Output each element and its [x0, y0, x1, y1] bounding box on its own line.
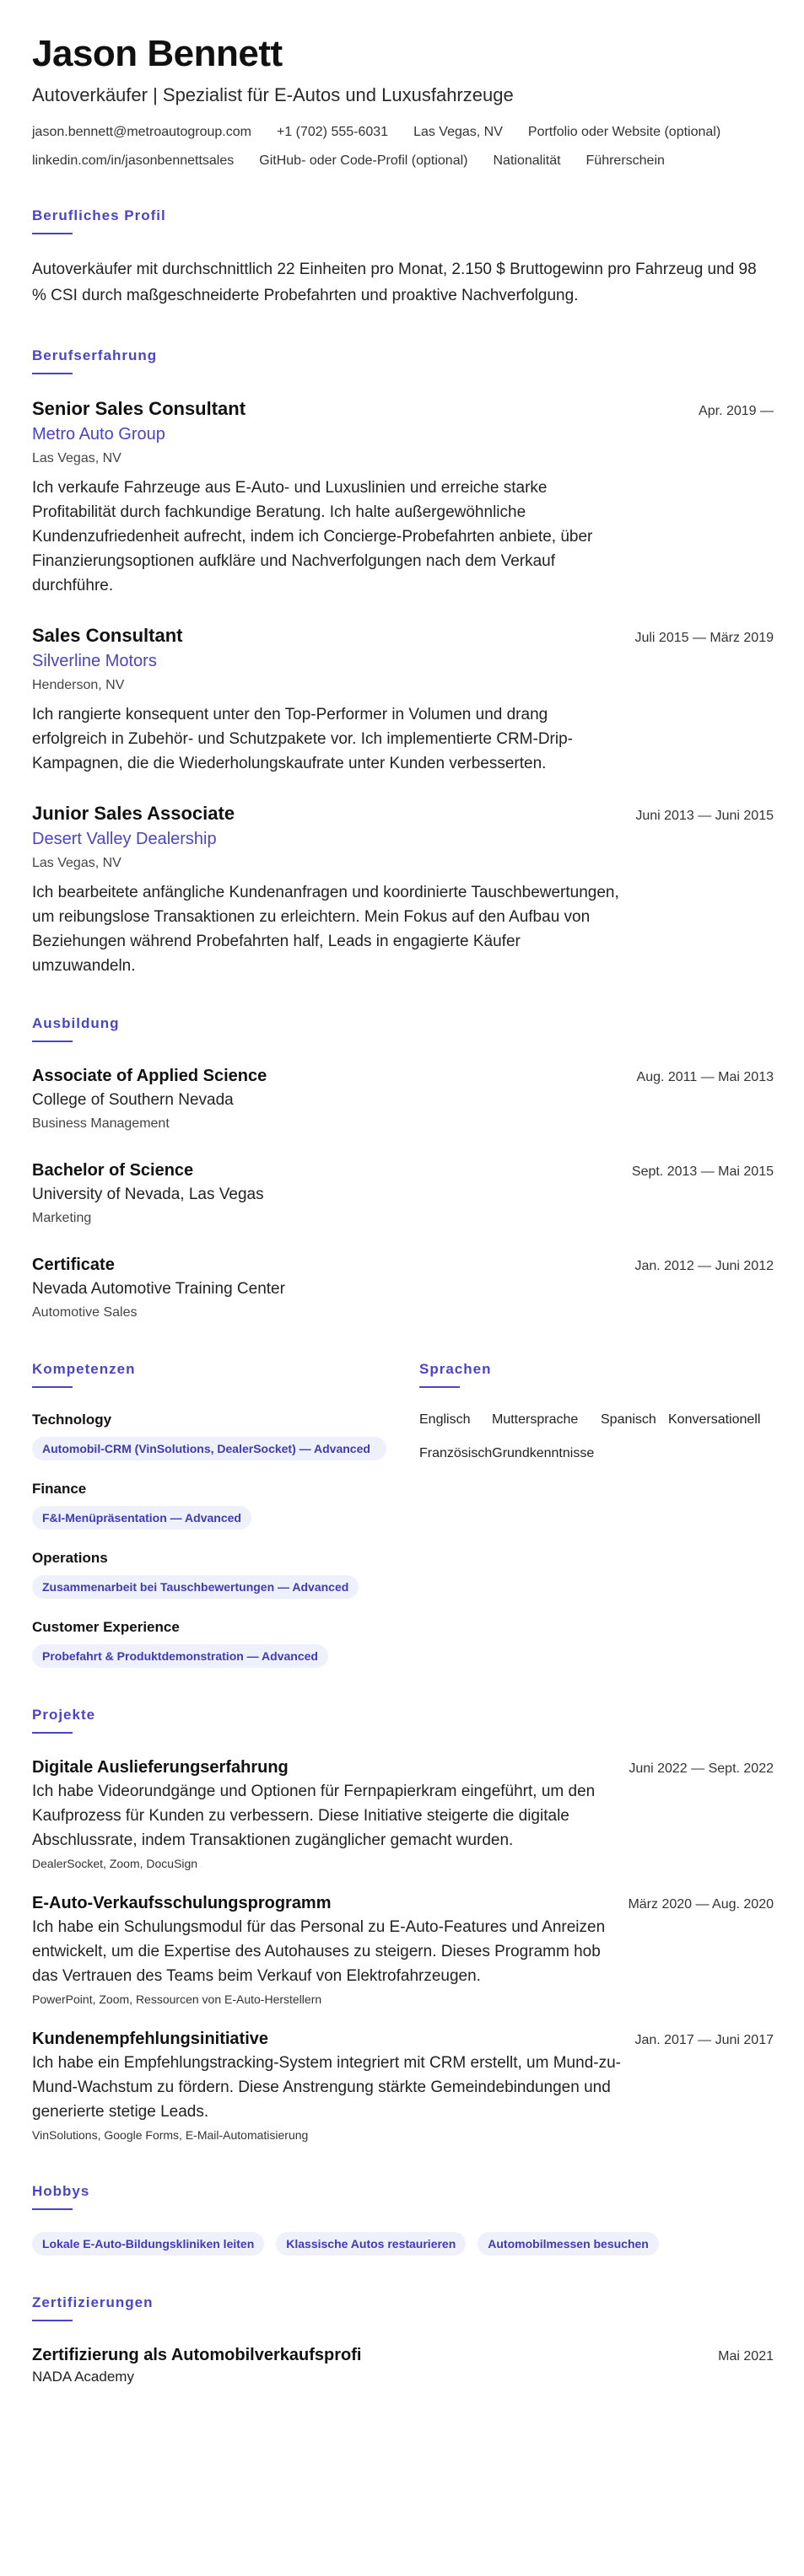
certifications-section	[32, 2293, 774, 2387]
education-school: University of Nevada, Las Vegas	[32, 1186, 264, 1203]
skill-group	[32, 1617, 386, 1668]
contact-nationality: Nationalität	[493, 153, 561, 168]
skill-chip: F&I-Menüpräsentation — Advanced	[32, 1506, 251, 1530]
language-name: Englisch	[419, 1412, 471, 1427]
contact-linkedin[interactable]: linkedin.com/in/jasonbennettsales	[32, 153, 235, 168]
education-field: Marketing	[32, 1211, 92, 1225]
section-divider	[32, 2208, 73, 2210]
profile-section	[32, 206, 774, 309]
education-entry	[32, 1253, 774, 1324]
section-title-skills: Kompetenzen	[32, 1361, 136, 1377]
contact-email[interactable]: jason.bennett@metroautogroup.com	[32, 125, 251, 139]
education-degree: Bachelor of Science	[32, 1161, 194, 1180]
section-divider	[32, 1041, 73, 1042]
language-name: Spanisch	[601, 1412, 656, 1427]
contact-list	[32, 123, 791, 170]
language-item	[419, 1444, 672, 1464]
job-title: Junior Sales Associate	[32, 803, 235, 824]
education-section	[32, 1014, 774, 1324]
language-item	[419, 1410, 601, 1430]
language-level: Konversationell	[668, 1412, 761, 1427]
languages-section	[419, 1324, 774, 1668]
job-date: Juli 2015 — März 2019	[634, 631, 774, 645]
section-divider	[32, 373, 73, 374]
education-school: College of Southern Nevada	[32, 1091, 234, 1109]
skill-group	[32, 1479, 386, 1530]
skill-group	[32, 1410, 386, 1460]
job-date: Juni 2013 — Juni 2015	[635, 809, 774, 823]
certification-entry	[32, 2343, 774, 2387]
job-location: Las Vegas, NV	[32, 451, 121, 465]
project-tools: PowerPoint, Zoom, Ressourcen von E-Auto-Herstellern	[32, 1993, 322, 2006]
certification-title: Zertifizierung als Automobilverkaufsprofi	[32, 2346, 362, 2364]
contact-license: Führerschein	[585, 153, 665, 168]
hobby-list	[32, 2232, 774, 2256]
project-description: Ich habe ein Empfehlungstracking-System integriert mit CRM erstellt, um Mund-zu-Mund-Wachstum zu fördern. Diese Anstrengung stärkte Gemeindebindungen und generierte stetige Leads.	[32, 2054, 621, 2121]
candidate-headline: Autoverkäufer | Spezialist für E-Autos und Luxusfahrzeuge	[32, 84, 514, 105]
language-level: Muttersprache	[492, 1412, 579, 1427]
language-name: Französisch	[419, 1446, 493, 1460]
education-date: Jan. 2012 — Juni 2012	[634, 1259, 774, 1273]
language-level: Grundkenntnisse	[492, 1446, 595, 1460]
skill-chip: Automobil-CRM (VinSolutions, DealerSocket) — Advanced	[32, 1437, 386, 1460]
job-entry	[32, 623, 774, 776]
job-date: Apr. 2019 —	[699, 404, 774, 418]
job-company: Silverline Motors	[32, 652, 157, 670]
certification-org: NADA Academy	[32, 2369, 134, 2385]
contact-portfolio[interactable]: Portfolio oder Website (optional)	[527, 125, 721, 139]
job-location: Henderson, NV	[32, 678, 125, 692]
project-entry	[32, 1756, 774, 1873]
education-entry	[32, 1064, 774, 1135]
project-entry	[32, 1891, 774, 2009]
hobby-chip: Klassische Autos restaurieren	[276, 2232, 466, 2256]
project-date: März 2020 — Aug. 2020	[628, 1897, 774, 1912]
language-list	[419, 1410, 774, 1464]
project-description: Ich habe ein Schulungsmodul für das Personal zu E-Auto-Features und Anreizen entwickelt, um die Expertise des Autohauses zu steigern. Dieses Programm hob das Vertrauen des Teams beim Verkauf von Elektrofahrzeugen.	[32, 1918, 606, 1985]
section-title-hobbies: Hobbys	[32, 2183, 90, 2199]
section-title-certifications: Zertifizierungen	[32, 2294, 154, 2310]
section-title-languages: Sprachen	[419, 1361, 492, 1377]
section-divider	[32, 1732, 73, 1734]
education-entry	[32, 1159, 774, 1229]
section-divider	[419, 1386, 460, 1388]
job-company: Metro Auto Group	[32, 425, 165, 444]
projects-section	[32, 1705, 774, 2144]
project-date: Jan. 2017 — Juni 2017	[634, 2033, 774, 2047]
skills-languages-row	[32, 1324, 774, 1668]
job-title: Senior Sales Consultant	[32, 398, 246, 419]
section-title-profile: Berufliches Profil	[32, 207, 166, 223]
skill-category: Customer Experience	[32, 1619, 180, 1635]
job-title: Sales Consultant	[32, 625, 183, 646]
job-location: Las Vegas, NV	[32, 856, 121, 870]
language-item	[601, 1410, 774, 1430]
education-degree: Associate of Applied Science	[32, 1067, 267, 1085]
skill-group	[32, 1548, 386, 1599]
job-company: Desert Valley Dealership	[32, 830, 217, 848]
section-title-education: Ausbildung	[32, 1015, 120, 1031]
hobbies-section	[32, 2181, 774, 2256]
skill-category: Technology	[32, 1412, 112, 1428]
project-title: E-Auto-Verkaufsschulungsprogramm	[32, 1894, 332, 1912]
resume-header	[32, 32, 774, 170]
profile-summary: Autoverkäufer mit durchschnittlich 22 Einheiten pro Monat, 2.150 $ Bruttogewinn pro Fahrzeug und 98 % CSI durch maßgeschneiderte Probefahrten und proaktive Nachverfolgung.	[32, 261, 757, 304]
section-divider	[32, 1386, 73, 1388]
project-title: Kundenempfehlungsinitiative	[32, 2030, 269, 2048]
education-field: Automotive Sales	[32, 1305, 138, 1320]
project-tools: DealerSocket, Zoom, DocuSign	[32, 1857, 198, 1870]
job-description: Ich verkaufe Fahrzeuge aus E-Auto- und Luxuslinien und erreiche starke Profitabilität durch fachkundige Beratung. Ich halte außergewöhnliche Kundenzufriedenheit aufrecht, indem ich Concierge-Probefahrten anbiete, über Finanzierungsoptionen aufkläre und Nachverfolgungen nach dem Verkauf durchführe.	[32, 479, 593, 594]
education-date: Aug. 2011 — Mai 2013	[636, 1070, 774, 1084]
contact-phone[interactable]: +1 (702) 555-6031	[276, 125, 389, 139]
project-tools: VinSolutions, Google Forms, E-Mail-Automatisierung	[32, 2128, 309, 2142]
contact-location: Las Vegas, NV	[413, 125, 503, 139]
section-title-experience: Berufserfahrung	[32, 347, 158, 363]
skill-category: Finance	[32, 1481, 87, 1497]
education-school: Nevada Automotive Training Center	[32, 1280, 285, 1298]
contact-github[interactable]: GitHub- oder Code-Profil (optional)	[259, 153, 468, 168]
certification-date: Mai 2021	[718, 2349, 774, 2364]
section-title-projects: Projekte	[32, 1707, 96, 1723]
skills-section	[32, 1324, 386, 1668]
education-date: Sept. 2013 — Mai 2015	[631, 1164, 774, 1179]
skill-chip: Probefahrt & Produktdemonstration — Advanced	[32, 1644, 328, 1668]
job-entry	[32, 801, 774, 978]
project-entry	[32, 2027, 774, 2144]
skill-category: Operations	[32, 1550, 108, 1566]
experience-section	[32, 346, 774, 978]
skill-chip: Zusammenarbeit bei Tauschbewertungen — Advanced	[32, 1575, 359, 1599]
hobby-chip: Automobilmessen besuchen	[478, 2232, 659, 2256]
project-date: Juni 2022 — Sept. 2022	[629, 1761, 774, 1776]
job-description: Ich rangierte konsequent unter den Top-Performer in Volumen und drang erfolgreich in Zubehör- und Schutzpakete vor. Ich implementierte CRM-Drip-Kampagnen, die die Wiederholungskaufrate unter Kunden verbesserten.	[32, 706, 573, 772]
section-divider	[32, 2320, 73, 2321]
education-field: Business Management	[32, 1116, 170, 1131]
section-divider	[32, 233, 73, 234]
project-description: Ich habe Videorundgänge und Optionen für Fernpapierkram eingeführt, um den Kaufprozess für Kunden zu verbessern. Diese Initiative steigerte die digitale Abschlussrate, indem Transaktionen zugänglicher gemacht wurden.	[32, 1783, 596, 1849]
education-degree: Certificate	[32, 1256, 115, 1274]
job-description: Ich bearbeitete anfängliche Kundenanfragen und koordinierte Tauschbewertungen, um reibungslose Transaktionen zu erleichtern. Mein Fokus auf den Aufbau von Beziehungen während Probefahrten half, Leads in engagierte Käufer umzuwandeln.	[32, 884, 619, 975]
hobby-chip: Lokale E-Auto-Bildungskliniken leiten	[32, 2232, 264, 2256]
project-title: Digitale Auslieferungserfahrung	[32, 1758, 289, 1777]
job-entry	[32, 396, 774, 598]
candidate-name: Jason Bennett	[32, 33, 283, 74]
